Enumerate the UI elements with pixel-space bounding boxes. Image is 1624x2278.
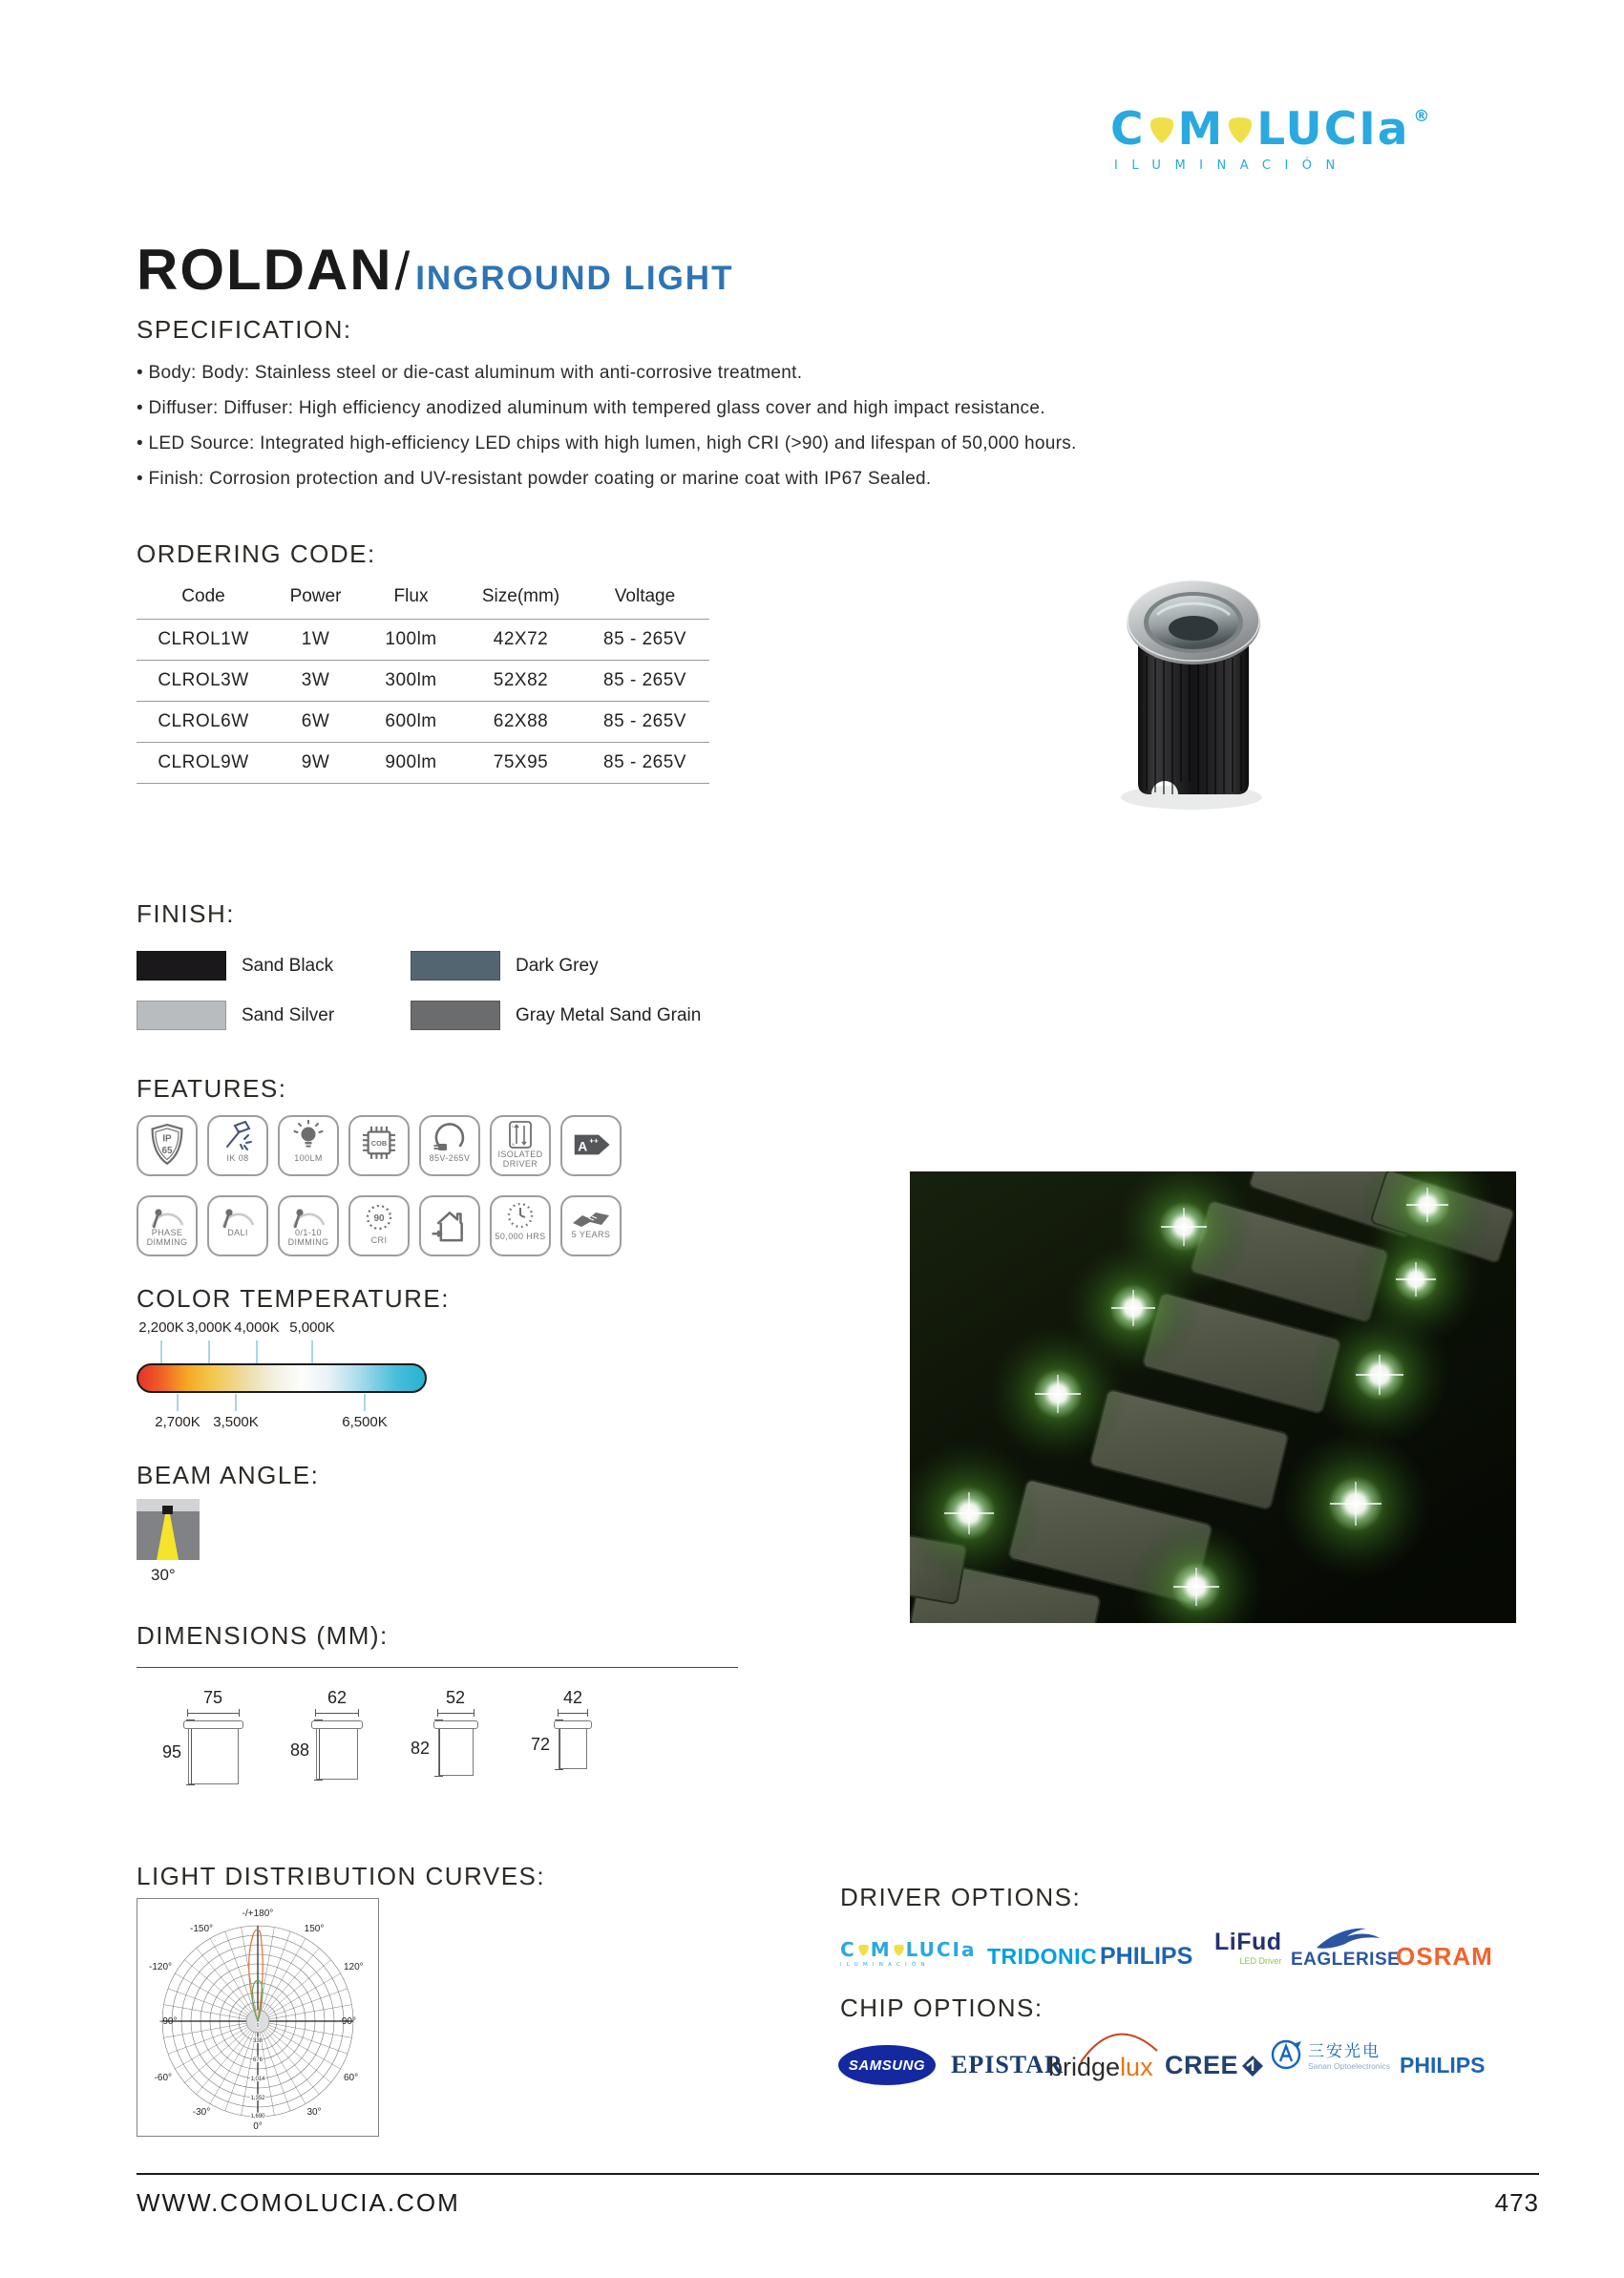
svg-text:1,014: 1,014 <box>250 2077 265 2082</box>
svg-text:60°: 60° <box>344 2073 359 2083</box>
bulb-icon <box>289 1120 327 1154</box>
feature-indoor-use <box>419 1195 480 1256</box>
brand-wordmark <box>1110 103 1429 156</box>
feature-phase-dimming: PHASE DIMMING <box>137 1195 198 1256</box>
driver-options-heading: DRIVER OPTIONS: <box>840 1883 1082 1911</box>
height-dim: 95 <box>162 1720 195 1784</box>
sanan-emblem-icon <box>1270 2038 1302 2071</box>
driver-brand-eaglerise: EAGLERISE <box>1291 1925 1400 1971</box>
ct-label: 4,000K <box>234 1319 280 1336</box>
svg-text:90: 90 <box>373 1213 385 1224</box>
dimensions-heading: DIMENSIONS (MM): <box>137 1621 389 1650</box>
svg-text:90°: 90° <box>341 2016 356 2027</box>
feature-5-years: 5 YEARS <box>560 1195 622 1256</box>
ordering-table <box>137 580 709 784</box>
svg-text:120°: 120° <box>344 1962 364 1972</box>
svg-text:0°: 0° <box>253 2121 263 2132</box>
bridgelux-arc-icon <box>1077 2026 1163 2064</box>
table-row: CLROL6W 6W 600lm 62X88 85 - 265V <box>137 702 709 743</box>
footer-divider <box>137 2173 1539 2175</box>
page-title <box>137 237 733 303</box>
svg-text:-30°: -30° <box>192 2107 211 2118</box>
feature-cob <box>348 1115 410 1176</box>
divider <box>137 1667 738 1668</box>
ct-tick <box>177 1394 179 1411</box>
cri-circle-icon <box>360 1200 398 1236</box>
logo-letter: LUCIa <box>1256 103 1410 156</box>
polar-chart <box>137 1898 379 2137</box>
clock-icon <box>501 1200 539 1233</box>
ct-tick <box>311 1340 313 1363</box>
svg-text:++: ++ <box>589 1136 599 1146</box>
table-row: CLROL9W 9W 900lm 75X95 85 - 265V <box>137 743 709 784</box>
col-flux: Flux <box>393 586 429 606</box>
finish-swatch <box>137 951 226 981</box>
color-temperature-heading: COLOR TEMPERATURE: <box>137 1284 450 1313</box>
logo-pick-icon <box>1224 114 1256 146</box>
col-power: Power <box>289 586 342 606</box>
dimension-figure: 75 95 <box>160 1688 265 1784</box>
fixture-cap <box>311 1720 363 1729</box>
svg-text:IP: IP <box>162 1133 172 1145</box>
height-dim: 72 <box>531 1720 563 1769</box>
feature-100lm: 100LM <box>278 1115 339 1176</box>
table-header-row <box>137 580 709 620</box>
light-distribution-heading: LIGHT DISTRIBUTION CURVES: <box>137 1862 546 1890</box>
svg-text:0: 0 <box>256 2023 260 2029</box>
ct-label: 2,200K <box>138 1319 184 1336</box>
product-category: INGROUND LIGHT <box>415 260 734 297</box>
ct-tick <box>364 1394 366 1411</box>
finish-item: Gray Metal Sand Grain <box>411 1001 701 1030</box>
width-dim-line <box>315 1709 359 1717</box>
chip-brand-philips: PHILIPS <box>1400 2053 1486 2078</box>
height-dim: 88 <box>290 1720 323 1780</box>
cree-diamond-icon <box>1241 2055 1264 2078</box>
ct-tick <box>235 1394 237 1411</box>
finish-swatch <box>137 1001 226 1030</box>
hammer-icon <box>219 1120 257 1154</box>
feature-dali: DALI <box>207 1195 268 1256</box>
driver-brand-tridonic: TRIDONIC <box>987 1944 1098 1969</box>
fixture-body <box>438 1729 474 1776</box>
ct-tick <box>160 1340 162 1363</box>
registered-mark: ® <box>1413 106 1430 126</box>
dimmer-dial-icon <box>148 1200 186 1229</box>
chip-icon <box>357 1120 401 1168</box>
col-voltage: Voltage <box>614 586 676 606</box>
product-name: ROLDAN <box>137 238 393 302</box>
beam-angle-value: 30° <box>151 1566 176 1584</box>
svg-text:1,352: 1,352 <box>250 2096 265 2101</box>
driver-brand-philips: PHILIPS <box>1100 1943 1193 1970</box>
feature-wide-voltage: 85V-265V <box>419 1115 480 1176</box>
fixture-cap <box>183 1720 243 1729</box>
chip-brand-bridgelux: bridgelux <box>1048 2053 1153 2082</box>
finish-swatch <box>411 1001 500 1030</box>
features-heading: FEATURES: <box>137 1074 287 1103</box>
beam-angle-icon <box>137 1499 200 1560</box>
specification-heading: SPECIFICATION: <box>137 315 352 344</box>
height-dim: 82 <box>411 1720 443 1776</box>
house-icon <box>428 1200 472 1250</box>
footer-website: WWW.COMOLUCIA.COM <box>137 2188 460 2217</box>
logo-pick-icon <box>1146 114 1178 146</box>
finish-item: Sand Black <box>137 951 333 981</box>
svg-text:338: 338 <box>252 2038 264 2044</box>
dimmer-dial-icon <box>289 1200 327 1229</box>
ct-tick <box>208 1340 210 1363</box>
spec-bullet: • Diffuser: Diffuser: High efficiency anodized aluminum with tempered glass cover and high impact resistance. <box>137 398 1045 418</box>
fixture-body <box>188 1729 239 1784</box>
isolated-driver-icon <box>503 1120 538 1150</box>
svg-text:N: N <box>512 1142 515 1147</box>
feature-cri-90: 90 CRI <box>348 1195 410 1256</box>
svg-text:-90°: -90° <box>159 2016 178 2027</box>
dimension-figure: 62 88 <box>285 1688 390 1780</box>
logo-letter: M <box>1177 103 1225 156</box>
driver-brand-comolucia: C M LUCIa ILUMINACIÓN <box>840 1938 977 1968</box>
width-dim-line <box>558 1709 588 1717</box>
logo-letter: C <box>1110 103 1146 156</box>
fixture-cap <box>433 1720 478 1729</box>
chip-brand-cree: CREE <box>1165 2051 1264 2080</box>
color-temperature-bar <box>137 1363 427 1393</box>
ct-label: 5,000K <box>289 1319 335 1336</box>
footer-page-number: 473 <box>1494 2188 1539 2217</box>
beam-angle-heading: BEAM ANGLE: <box>137 1461 320 1489</box>
ct-label: 3,500K <box>213 1414 259 1430</box>
svg-text:L: L <box>512 1124 515 1128</box>
feature-isolated-driver: L N ISOLATED DRIVER <box>490 1115 551 1176</box>
brand-logo <box>1110 103 1429 173</box>
driver-brand-lifud: LiFud LED Driver <box>1214 1929 1282 1966</box>
dimension-figure: 52 82 <box>403 1688 508 1776</box>
table-row: CLROL3W 3W 300lm 52X82 85 - 265V <box>137 661 709 702</box>
feature-0-1-10-dimming: 0/1-10 DIMMING <box>278 1195 339 1256</box>
driver-brand-osram: OSRAM <box>1396 1942 1493 1971</box>
dimmer-dial-icon <box>219 1200 257 1229</box>
chip-options-heading: CHIP OPTIONS: <box>840 1993 1044 2022</box>
width-dim-line <box>187 1709 240 1717</box>
ordering-heading: ORDERING CODE: <box>137 539 376 568</box>
application-photo <box>910 1171 1516 1623</box>
product-photo <box>1117 565 1270 818</box>
finish-swatch <box>411 951 500 981</box>
svg-text:-60°: -60° <box>154 2073 172 2083</box>
svg-text:COB: COB <box>370 1139 388 1149</box>
chip-brand-samsung: SAMSUNG <box>838 2045 936 2085</box>
plug-icon <box>431 1120 469 1154</box>
logo-pick-icon <box>856 1943 871 1957</box>
col-code: Code <box>181 586 225 606</box>
title-separator: / <box>394 241 411 301</box>
chip-brand-sanan: 三安光电 Sanan Optoelectronics <box>1270 2037 1390 2071</box>
ct-label: 6,500K <box>342 1414 388 1430</box>
feature-ip65 <box>137 1115 198 1176</box>
width-dim-line <box>437 1709 475 1717</box>
logo-pick-icon <box>892 1943 906 1957</box>
finish-item: Sand Silver <box>137 1001 334 1030</box>
fixture-cap <box>554 1720 592 1729</box>
shield-icon <box>146 1120 188 1170</box>
energy-label-icon <box>569 1120 613 1170</box>
dimension-figure: 42 72 <box>520 1688 625 1769</box>
feature-50000-hours: 50,000 HRS <box>490 1195 551 1256</box>
col-size: Size(mm) <box>481 586 560 606</box>
eagle-swoosh-icon <box>1307 1925 1383 1950</box>
chip-brand-epistar: EPISTAR <box>951 2051 1064 2078</box>
svg-text:-150°: -150° <box>189 1924 214 1934</box>
svg-text:-120°: -120° <box>148 1962 172 1972</box>
spec-bullet: • LED Source: Integrated high-efficiency LED chips with high lumen, high CRI (>90) and lifespan of 50,000 hours. <box>137 433 1077 453</box>
svg-text:65: 65 <box>161 1145 173 1156</box>
spec-bullet: • Body: Body: Stainless steel or die-cast aluminum with anti-corrosive treatment. <box>137 363 803 383</box>
svg-text:-/+180°: -/+180° <box>242 1909 274 1919</box>
finish-heading: FINISH: <box>137 899 235 928</box>
table-row: CLROL1W 1W 100lm 42X72 85 - 265V <box>137 620 709 661</box>
svg-text:30°: 30° <box>306 2107 322 2118</box>
feature-energy-class <box>560 1115 622 1176</box>
svg-text:150°: 150° <box>304 1924 325 1934</box>
handshake-icon <box>571 1200 611 1231</box>
finish-item: Dark Grey <box>411 951 599 981</box>
svg-text:A: A <box>578 1139 588 1154</box>
spec-bullet: • Finish: Corrosion protection and UV-resistant powder coating or marine coat with IP67 Sealed. <box>137 469 932 489</box>
ct-label: 2,700K <box>155 1414 200 1430</box>
ct-label: 3,000K <box>186 1319 232 1336</box>
logo-subtitle: ILUMINACIÓN <box>1114 158 1349 173</box>
ct-tick <box>256 1340 258 1363</box>
feature-ik08: IK 08 <box>207 1115 268 1176</box>
svg-text:1,690: 1,690 <box>250 2114 265 2120</box>
svg-text:676: 676 <box>252 2057 264 2063</box>
